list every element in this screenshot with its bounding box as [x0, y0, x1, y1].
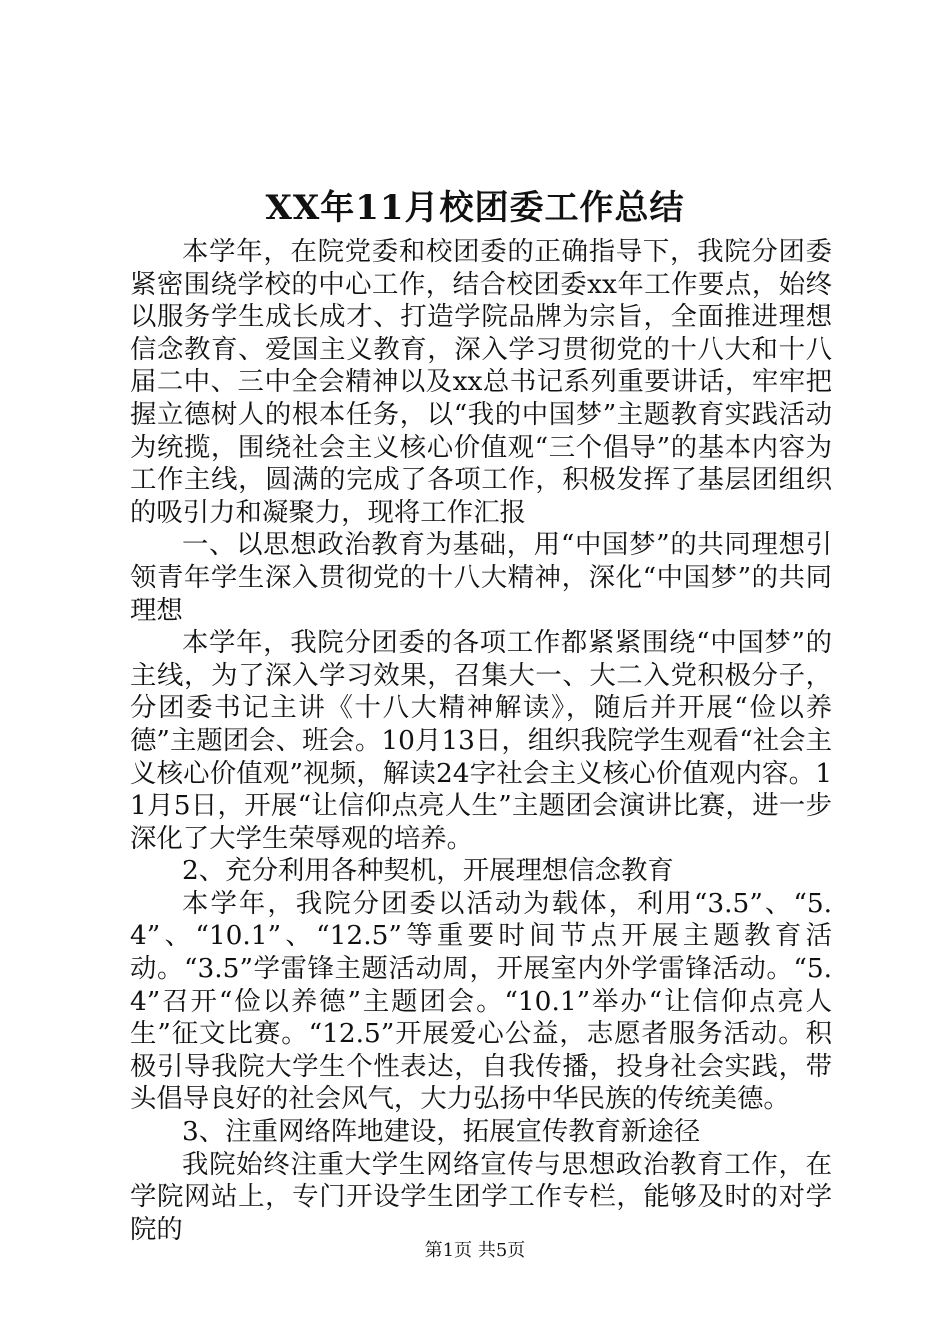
page-footer: 第1页 共5页 — [424, 1240, 526, 1261]
paragraph-section-1: 本学年，我院分团委的各项工作都紧紧围绕“中国梦”的主线，为了深入学习效果，召集大一、大二入党积极分子，分团委书记主讲《十八大精神解读》，随后并开展“俭以养德”主题团会、班会。10月13日，组织我院学生观看“社会主义核心价值观”视频，解读24字社会主义核心价值观内容。11月5日，开展“让信仰点亮人生”主题团会演讲比赛，进一步深化了大学生荣辱观的培养。 — [130, 627, 832, 854]
paragraph-section-3: 我院始终注重大学生网络宣传与思想政治教育工作，在学院网站上，专门开设学生团学工作专栏，能够及时的对学院的 — [130, 1148, 832, 1245]
document-body — [130, 236, 832, 1246]
document-title: XX年11月校团委工作总结 — [265, 188, 685, 228]
section-heading-2: 2、充分利用各种契机，开展理想信念教育 — [182, 855, 674, 887]
section-heading-1: 一、以思想政治教育为基础，用“中国梦”的共同理想引领青年学生深入贯彻党的十八大精神，深化“中国梦”的共同理想 — [130, 529, 832, 626]
paragraph-section-2: 本学年，我院分团委以活动为载体，利用“3.5”、“5.4”、“10.1”、“12.5”等重要时间节点开展主题教育活动。“3.5”学雷锋主题活动周，开展室内外学雷锋活动。“5.4”召开“俭以养德”主题团会。“10.1”举办“让信仰点亮人生”征文比赛。“12.5”开展爱心公益，志愿者服务活动。积极引导我院大学生个性表达，自我传播，投身社会实践，带头倡导良好的社会风气，大力弘扬中华民族的传统美德。 — [130, 887, 832, 1115]
section-heading-3: 3、注重网络阵地建设，拓展宣传教育新途径 — [182, 1116, 701, 1148]
paragraph-intro: 本学年，在院党委和校团委的正确指导下，我院分团委紧密围绕学校的中心工作，结合校团委xx年工作要点，始终以服务学生成长成才、打造学院品牌为宗旨，全面推进理想信念教育、爱国主义教育，深入学习贯彻党的十八大和十八届二中、三中全会精神以及xx总书记系列重要讲话，牢牢把握立德树人的根本任务，以“我的中国梦”主题教育实践活动为统揽，围绕社会主义核心价值观“三个倡导”的基本内容为工作主线，圆满的完成了各项工作，积极发挥了基层团组织的吸引力和凝聚力，现将工作汇报 — [130, 236, 832, 528]
